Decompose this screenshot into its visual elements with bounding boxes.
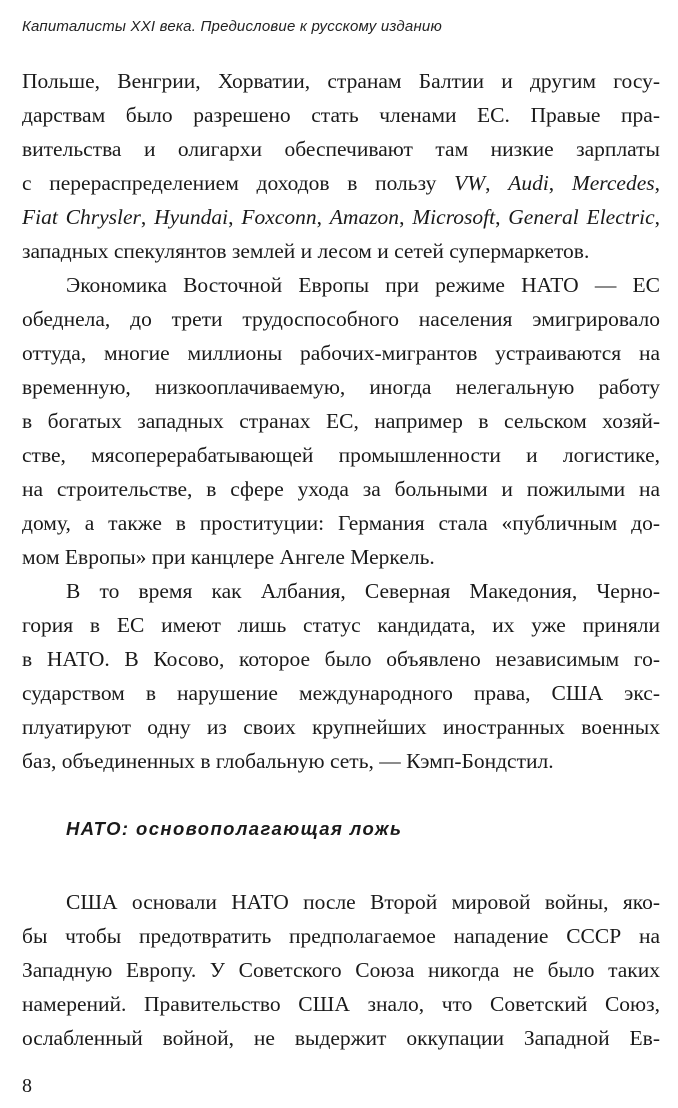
- section-heading: НАТО: основополагающая ложь: [66, 818, 403, 839]
- company-name: Hyundai: [154, 205, 229, 229]
- text-line: Западную Европу. У Советского Союза никогда не было таких: [22, 958, 660, 982]
- text-line: оттуда, многие миллионы рабочих-мигрантов устраиваются на: [22, 341, 660, 365]
- text-line: сударством в нарушение международного права, США экс-: [22, 681, 660, 705]
- text-line: намерений. Правительство США знало, что Советский Союз,: [22, 992, 660, 1016]
- text-line: дому, а также в проституции: Германия стала «публичным до-: [22, 511, 660, 535]
- text-line: бы чтобы предотвратить предполагаемое нападение СССР на: [22, 924, 660, 948]
- text-line: в НАТО. В Косово, которое было объявлено независимым го-: [22, 647, 660, 671]
- text-line: Экономика Восточной Европы при режиме НАТО — ЕС: [66, 273, 660, 297]
- text-line: дарствам было разрешено стать членами ЕС. Правые пра-: [22, 103, 660, 127]
- text-line: временную, низкооплачиваемую, иногда нелегальную работу: [22, 375, 660, 399]
- company-name: Fiat Chrysler: [22, 205, 141, 229]
- text-fragment: с перераспределением доходов в пользу: [22, 171, 455, 195]
- text-line: на строительстве, в сфере ухода за больными и пожилыми на: [22, 477, 660, 501]
- text-line: Польше, Венгрии, Хорватии, странам Балтии и другим госу-: [22, 69, 660, 93]
- text-line: западных спекулянтов землей и лесом и сетей супермаркетов.: [22, 239, 590, 263]
- text-line: мом Европы» при канцлере Ангеле Меркель.: [22, 545, 435, 569]
- company-name: Audi: [508, 171, 549, 195]
- text-line: обеднела, до трети трудоспособного населения эмигрировало: [22, 307, 660, 331]
- page-number: 8: [22, 1075, 32, 1097]
- running-head: Капиталисты XXI века. Предисловие к русскому изданию: [22, 18, 442, 35]
- text-line: вительства и олигархи обеспечивают там низкие зарплаты: [22, 137, 660, 161]
- text-line-companies: Fiat Chrysler, Hyundai, Foxconn, Amazon, Microsoft, General Electric,: [22, 205, 660, 229]
- text-line: ослабленный войной, не выдержит оккупации Западной Ев-: [22, 1026, 660, 1050]
- body-text-top: [22, 64, 660, 778]
- text-line: плуатируют одну из своих крупнейших иностранных военных: [22, 715, 660, 739]
- text-line: гория в ЕС имеют лишь статус кандидата, их уже приняли: [22, 613, 660, 637]
- company-name: Mercedes: [571, 171, 655, 195]
- company-name: Foxconn: [241, 205, 317, 229]
- text-line: в богатых западных странах ЕС, например в сельском хозяй-: [22, 409, 660, 433]
- body-text-bottom: [22, 885, 660, 1055]
- text-line: стве, мясоперерабатывающей промышленности и логистике,: [22, 443, 660, 467]
- company-name: VW: [454, 171, 486, 195]
- text-line: США основали НАТО после Второй мировой войны, яко-: [66, 890, 660, 914]
- company-name: General Electric: [508, 205, 655, 229]
- company-name: Amazon: [329, 205, 400, 229]
- text-line: баз, объединенных в глобальную сеть, — Кэмп-Бондстил.: [22, 749, 554, 773]
- company-name: Microsoft: [412, 205, 496, 229]
- text-line-companies: с перераспределением доходов в пользу VW, Audi, Mercedes,: [22, 171, 660, 195]
- text-line: В то время как Албания, Северная Македония, Черно-: [66, 579, 660, 603]
